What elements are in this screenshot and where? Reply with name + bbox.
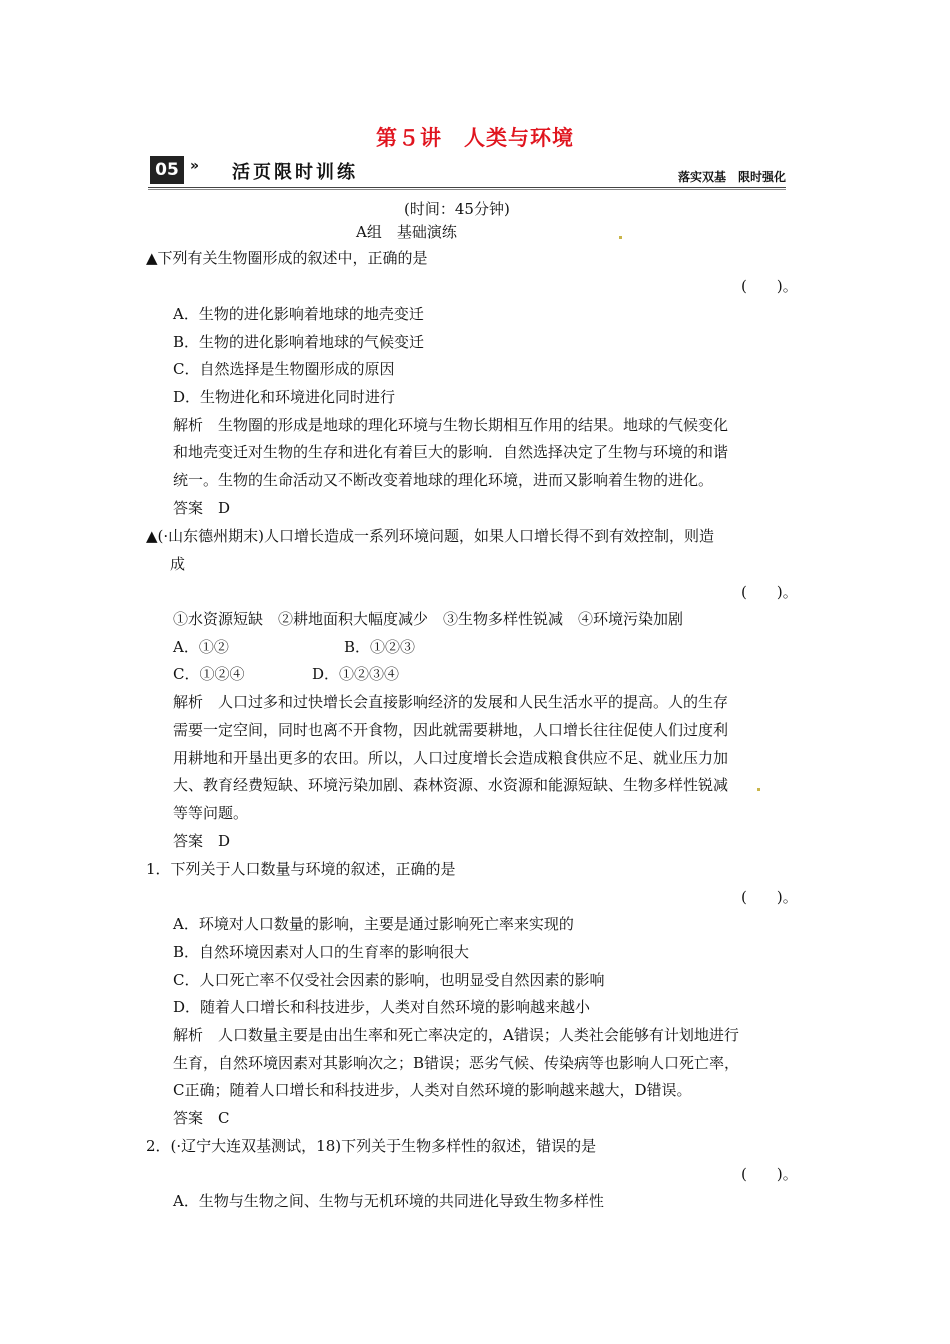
analysis-line: 解析 人口数量主要是由出生率和死亡率决定的，A错误；人类社会能够有计划地进行	[173, 1026, 739, 1044]
option: D．生物进化和环境进化同时进行	[173, 388, 396, 406]
time-note: (时间：45分钟)	[404, 200, 510, 218]
option: B．①②③	[344, 638, 416, 656]
analysis-line: 和地壳变迁对生物的生存和进化有着巨大的影响．自然选择决定了生物与环境的和谐	[173, 443, 729, 461]
answer-line: 答案 D	[173, 499, 231, 517]
divider	[148, 187, 786, 188]
option: C．①②④	[173, 665, 245, 683]
answer-line: 答案 D	[173, 832, 231, 850]
analysis-line: 用耕地和开垦出更多的农田。所以，人口过度增长会造成粮食供应不足、就业压力加	[173, 749, 729, 767]
option: A．环境对人口数量的影响，主要是通过影响死亡率来实现的	[173, 915, 574, 933]
analysis-line: 解析 人口过多和过快增长会直接影响经济的发展和人民生活水平的提高。人的生存	[173, 693, 729, 711]
question-stem: 成	[170, 555, 186, 573]
analysis-line: 大、教育经费短缺、环境污染加剧、森林资源、水资源和能源短缺、生物多样性锐减	[173, 776, 729, 794]
option: D．①②③④	[312, 665, 400, 683]
page-title: 第５讲 人类与环境	[376, 126, 574, 150]
question-stem: 1．下列关于人口数量与环境的叙述，正确的是	[146, 860, 456, 878]
section-banner	[148, 152, 786, 188]
group-heading: A组 基础演练	[356, 223, 457, 241]
analysis-line: 解析 生物圈的形成是地球的理化环境与生物长期相互作用的结果。地球的气候变化	[173, 416, 729, 434]
option: B．自然环境因素对人口的生育率的影响很大	[173, 943, 470, 961]
item-list: ①水资源短缺 ②耕地面积大幅度减少 ③生物多样性锐减 ④环境污染加剧	[173, 610, 684, 628]
answer-bracket: ( )。	[741, 277, 798, 295]
option: B．生物的进化影响着地球的气候变迁	[173, 333, 425, 351]
answer-bracket: ( )。	[741, 1165, 798, 1183]
option: A．生物与生物之间、生物与无机环境的共同进化导致生物多样性	[173, 1192, 604, 1210]
option: A．生物的进化影响着地球的地壳变迁	[173, 305, 424, 323]
answer-line: 答案 C	[173, 1109, 230, 1127]
option: A．①②	[173, 638, 229, 656]
analysis-line: 生育，自然环境因素对其影响次之；B错误；恶劣气候、传染病等也影响人口死亡率，	[173, 1054, 740, 1072]
banner-slogan: 落实双基 限时强化	[677, 170, 786, 184]
analysis-line: C正确；随着人口增长和科技进步，人类对自然环境的影响越来越大，D错误。	[173, 1081, 692, 1099]
option: D．随着人口增长和科技进步，人类对自然环境的影响越来越小	[173, 998, 591, 1016]
speck	[757, 788, 760, 791]
chevron-icon: »	[190, 158, 200, 174]
analysis-line: 等等问题。	[173, 804, 249, 822]
divider	[148, 189, 786, 190]
analysis-line: 统一。生物的生命活动又不断改变着地球的理化环境，进而又影响着生物的进化。	[173, 471, 714, 489]
question-stem: ▲下列有关生物圈形成的叙述中，正确的是	[146, 249, 428, 267]
option: C．人口死亡率不仅受社会因素的影响，也明显受自然因素的影响	[173, 971, 605, 989]
answer-bracket: ( )。	[741, 888, 798, 906]
option: C．自然选择是生物圈形成的原因	[173, 360, 395, 378]
speck	[619, 236, 622, 239]
question-stem: 2．(·辽宁大连双基测试，18)下列关于生物多样性的叙述，错误的是	[146, 1137, 597, 1155]
answer-bracket: ( )。	[741, 583, 798, 601]
analysis-line: 需要一定空间，同时也离不开食物，因此就需要耕地，人口增长往往促使人们过度利	[173, 721, 729, 739]
banner-heading: 活页限时训练	[232, 162, 358, 183]
question-stem: ▲(·山东德州期末)人口增长造成一系列环境问题，如果人口增长得不到有效控制，则造	[146, 527, 715, 545]
section-number-badge: 05	[150, 156, 184, 184]
